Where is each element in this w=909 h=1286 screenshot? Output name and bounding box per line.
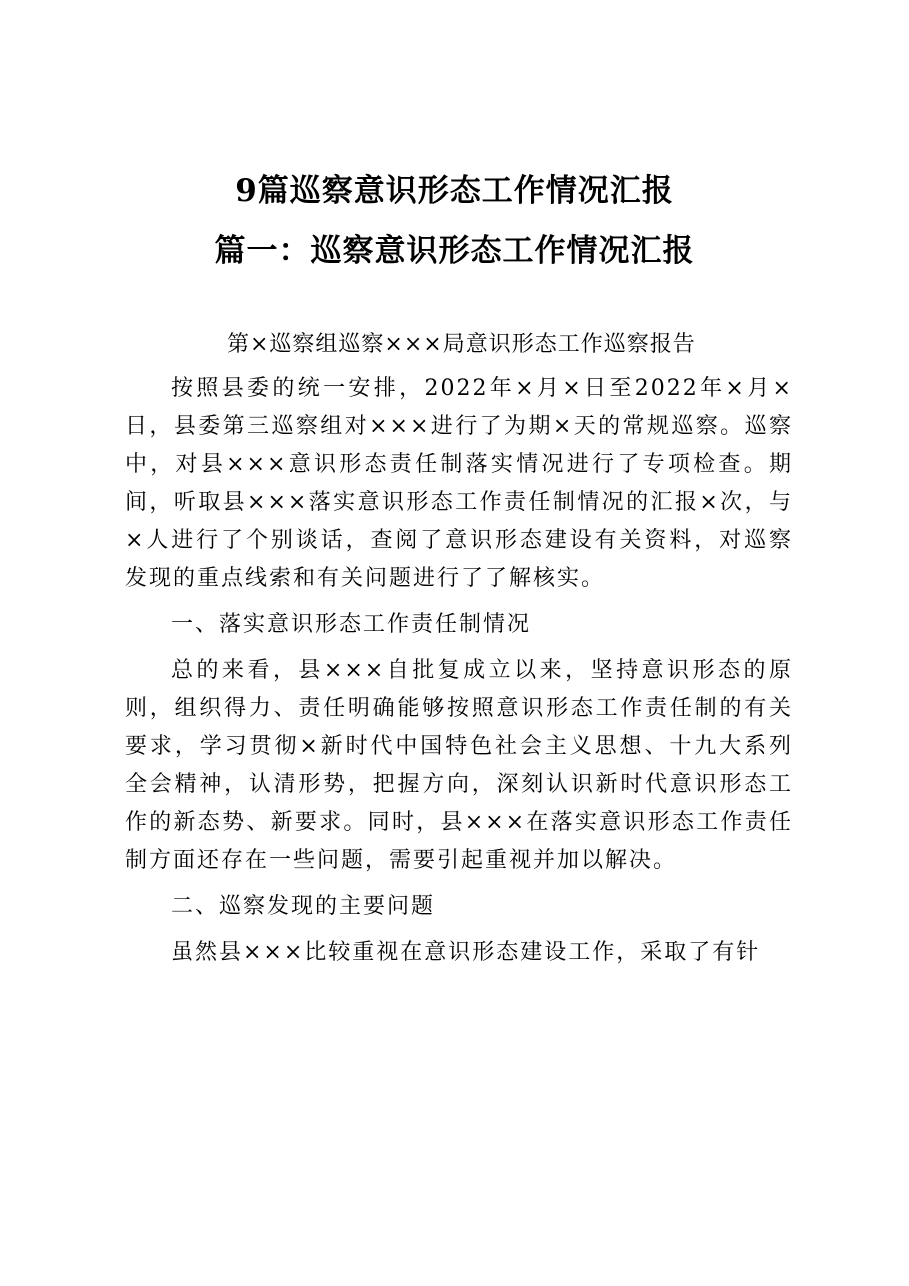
document-title: 9篇巡察意识形态工作情况汇报 xyxy=(235,173,674,209)
paragraph-intro: 按照县委的统一安排，2022年×月×日至2022年×月×日，县委第三巡察组对×××进行了为期×天的常规巡察。巡察中，对县×××意识形态责任制落实情况进行了专项检查。期间，听取县×××落实意识形态工作责任制情况的汇报×次，与×人进行了个别谈话，查阅了意识形态建设有关资料，对巡察发现的重点线索和有关问题进行了了解核实。 xyxy=(125,376,793,591)
heading-problems: 二、巡察发现的主要问题 xyxy=(171,894,436,919)
paragraph-problems: 虽然县×××比较重视在意识形态建设工作，采取了有针 xyxy=(171,940,761,965)
section-title: 篇一：巡察意识形态工作情况汇报 xyxy=(214,233,695,269)
document-body xyxy=(125,326,793,972)
report-subtitle: 第×巡察组巡察×××局意识形态工作巡察报告 xyxy=(227,332,696,357)
heading-responsibility: 一、落实意识形态工作责任制情况 xyxy=(171,612,532,637)
paragraph-overview: 总的来看，县×××自批复成立以来，坚持意识形态的原则，组织得力、责任明确能够按照意识形态工作责任制的有关要求，学习贯彻×新时代中国特色社会主义思想、十九大系列全会精神，认清形势，把握方向，深刻认识新时代意识形态工作的新态势、新要求。同时，县×××在落实意识形态工作责任制方面还存在一些问题，需要引起重视并加以解决。 xyxy=(125,658,793,873)
